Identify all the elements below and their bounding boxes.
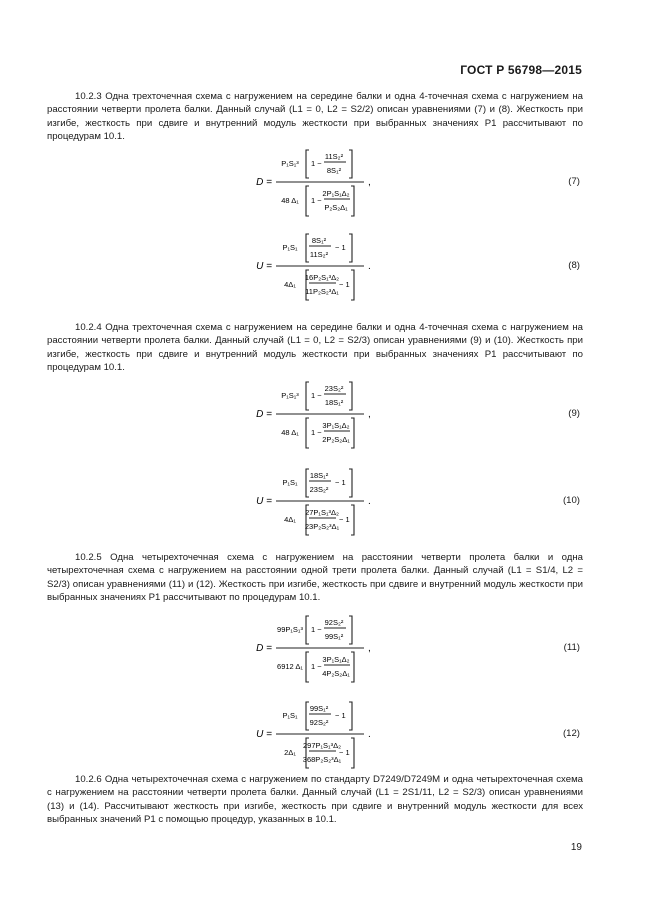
left-bracket-top xyxy=(306,382,309,410)
equation-trailing-punct: , xyxy=(368,177,371,188)
inner-denominator: 11S₂² xyxy=(309,250,329,259)
denominator-inner-denominator: 11P₂S₂³Δ₁ xyxy=(305,287,339,296)
equation-lhs: D = xyxy=(256,409,272,420)
right-bracket-bottom xyxy=(351,738,354,768)
denominator-coefficient: 6912 Δ₁ xyxy=(277,662,303,671)
inner-numerator: 23S₂² xyxy=(324,384,344,393)
denominator-inner-denominator: 23P₂S₂³Δ₁ xyxy=(304,522,340,531)
equation-lhs: U = xyxy=(256,729,272,740)
denominator-inner-denominator: 368P₂S₂³Δ₁ xyxy=(302,755,342,764)
right-bracket-bottom xyxy=(351,418,354,448)
equation-lhs: U = xyxy=(256,496,272,507)
denominator-inner-numerator: 27P₁S₁³Δ₂ xyxy=(305,508,339,517)
left-bracket-top xyxy=(306,469,309,497)
equation-9 xyxy=(0,378,646,463)
numerator-coefficient: 99P₁S₁³ xyxy=(277,625,303,634)
right-bracket-bottom xyxy=(351,652,354,682)
numerator-minus-one: − 1 xyxy=(335,711,346,720)
denominator-one: 1 − xyxy=(311,662,322,671)
right-bracket-bottom xyxy=(351,505,354,535)
denominator-inner-numerator: 3P₁S₁Δ₂ xyxy=(322,655,350,664)
inner-denominator: 23S₂² xyxy=(309,485,329,494)
left-bracket-bottom xyxy=(306,652,309,682)
numerator-one: 1 − xyxy=(311,159,322,168)
paragraph-10-2-5: 10.2.5 Одна четырехточечная схема с нагружением на расстоянии четверти пролета балки и одна четырехточечная схема с нагружением на расстоянии одной трети пролета балки. Данный случай (L1 = S1/4, L2 = S2/3) описан уравнениями (11) и (12). Жесткость при изгибе, жесткость при сдвиге и внутренний модуль жесткости при выбранных значениях P1 рассчитывают по процедурам 10.1. xyxy=(47,552,583,604)
equation-trailing-punct: . xyxy=(368,729,371,740)
equation-number: (12) xyxy=(562,728,580,739)
equation-lhs: U = xyxy=(256,261,272,272)
denominator-minus-one: − 1 xyxy=(339,748,350,757)
denominator-inner-numerator: 3P₁S₁Δ₂ xyxy=(322,421,350,430)
denominator-coefficient: 4Δ₁ xyxy=(284,280,296,289)
right-bracket-top xyxy=(349,234,352,262)
equation-svg xyxy=(0,146,646,226)
paragraph-10-2-3: 10.2.3 Одна трехточечная схема с нагружением на середине балки и одна 4-точечная схема с нагружением на расстоянии четверти пролета балки. Данный случай (L1 = 0, L2 = S2/2) описан уравнениями (7) и (8). Жесткость при изгибе, жесткость при сдвиге и внутренний модуль жесткости при выбранных значениях P1 рассчитывают по процедурам 10.1. xyxy=(47,91,583,143)
inner-numerator: 11S₂² xyxy=(324,152,344,161)
denominator-coefficient: 4Δ₁ xyxy=(284,515,296,524)
equation-svg xyxy=(0,230,646,310)
numerator-coefficient: P₁S₁ xyxy=(282,243,298,252)
denominator-minus-one: − 1 xyxy=(339,515,350,524)
left-bracket-bottom xyxy=(306,186,309,216)
equation-10 xyxy=(0,465,646,550)
denominator-inner-numerator: 297P₁S₁³Δ₂ xyxy=(303,741,341,750)
right-bracket-bottom xyxy=(351,186,354,216)
denominator-one: 1 − xyxy=(311,196,322,205)
numerator-one: 1 − xyxy=(311,625,322,634)
equation-number: (10) xyxy=(562,495,580,506)
left-bracket-top xyxy=(306,234,309,262)
equation-lhs: D = xyxy=(256,643,272,654)
numerator-coefficient: P₁S₁³ xyxy=(281,391,299,400)
equation-svg xyxy=(0,378,646,458)
inner-denominator: 99S₁² xyxy=(324,632,344,641)
equation-12 xyxy=(0,698,646,783)
inner-numerator: 99S₁² xyxy=(309,704,329,713)
equation-number: (8) xyxy=(568,260,580,271)
denominator-inner-denominator: 4P₂S₂Δ₁ xyxy=(322,669,350,678)
inner-denominator: 8S₁² xyxy=(326,166,342,175)
denominator-inner-numerator: 16P₂S₁³Δ₂ xyxy=(304,273,340,282)
equation-number: (7) xyxy=(568,176,580,187)
inner-denominator: 92S₂² xyxy=(309,718,329,727)
inner-denominator: 18S₁² xyxy=(324,398,344,407)
paragraph-10-2-6: 10.2.6 Одна четырехточечная схема с нагружением по стандарту D7249/D7249M и одна четырехточечная схема с нагружением на расстоянии четверти пролета балки. Данный случай (L1 = 2S1/11, L2 = S2/3) описан уравнениями (13) и (14). Рассчитывают жесткость при изгибе, жесткость при сдвиге и внутренний модуль жесткости для всех выбранных значений P1 с помощью процедур, указанных в 10.1. xyxy=(47,774,583,826)
page-number: 19 xyxy=(570,842,582,853)
left-bracket-top xyxy=(306,150,309,178)
equation-trailing-punct: . xyxy=(368,496,371,507)
page-header: ГОСТ Р 56798—2015 xyxy=(460,63,582,77)
equation-trailing-punct: . xyxy=(368,261,371,272)
right-bracket-top xyxy=(349,150,352,178)
left-bracket-bottom xyxy=(306,418,309,448)
equation-7 xyxy=(0,146,646,231)
numerator-coefficient: P₁S₁ xyxy=(282,711,298,720)
inner-numerator: 18S₁² xyxy=(309,471,329,480)
equation-number: (11) xyxy=(563,642,580,653)
equation-trailing-punct: , xyxy=(368,643,371,654)
left-bracket-top xyxy=(306,616,309,644)
numerator-one: 1 − xyxy=(311,391,322,400)
inner-numerator: 8S₁² xyxy=(311,236,327,245)
numerator-minus-one: − 1 xyxy=(335,243,346,252)
paragraph-10-2-4: 10.2.4 Одна трехточечная схема с нагружением на середине балки и одна 4-точечная схема с нагружением на расстоянии четверти пролета балки. Данный случай (L1 = 0, L2 = S2/3) описан уравнениями (9) и (10). Жесткость при изгибе, жесткость при сдвиге и внутренний модуль жесткости при выбранных значениях P1 рассчитывают по процедурам 10.1. xyxy=(47,322,583,374)
equation-11 xyxy=(0,612,646,697)
denominator-inner-denominator: P₂S₂Δ₁ xyxy=(324,203,348,212)
numerator-minus-one: − 1 xyxy=(335,478,346,487)
equation-trailing-punct: , xyxy=(368,409,371,420)
denominator-minus-one: − 1 xyxy=(339,280,350,289)
right-bracket-bottom xyxy=(351,270,354,300)
equation-svg xyxy=(0,612,646,692)
numerator-coefficient: P₁S₁ xyxy=(282,478,298,487)
equation-svg xyxy=(0,698,646,778)
equation-number: (9) xyxy=(568,408,580,419)
inner-numerator: 92S₂² xyxy=(324,618,344,627)
equation-8 xyxy=(0,230,646,315)
denominator-one: 1 − xyxy=(311,428,322,437)
denominator-inner-denominator: 2P₂S₂Δ₁ xyxy=(322,435,350,444)
left-bracket-top xyxy=(306,702,309,730)
right-bracket-top xyxy=(349,382,352,410)
denominator-coefficient: 48 Δ₁ xyxy=(281,196,299,205)
equation-svg xyxy=(0,465,646,545)
denominator-coefficient: 2Δ₁ xyxy=(284,748,296,757)
right-bracket-top xyxy=(349,616,352,644)
equation-lhs: D = xyxy=(256,177,272,188)
denominator-inner-numerator: 2P₁S₁Δ₂ xyxy=(322,189,350,198)
right-bracket-top xyxy=(349,469,352,497)
denominator-coefficient: 48 Δ₁ xyxy=(281,428,299,437)
right-bracket-top xyxy=(349,702,352,730)
numerator-coefficient: P₁S₁³ xyxy=(281,159,299,168)
